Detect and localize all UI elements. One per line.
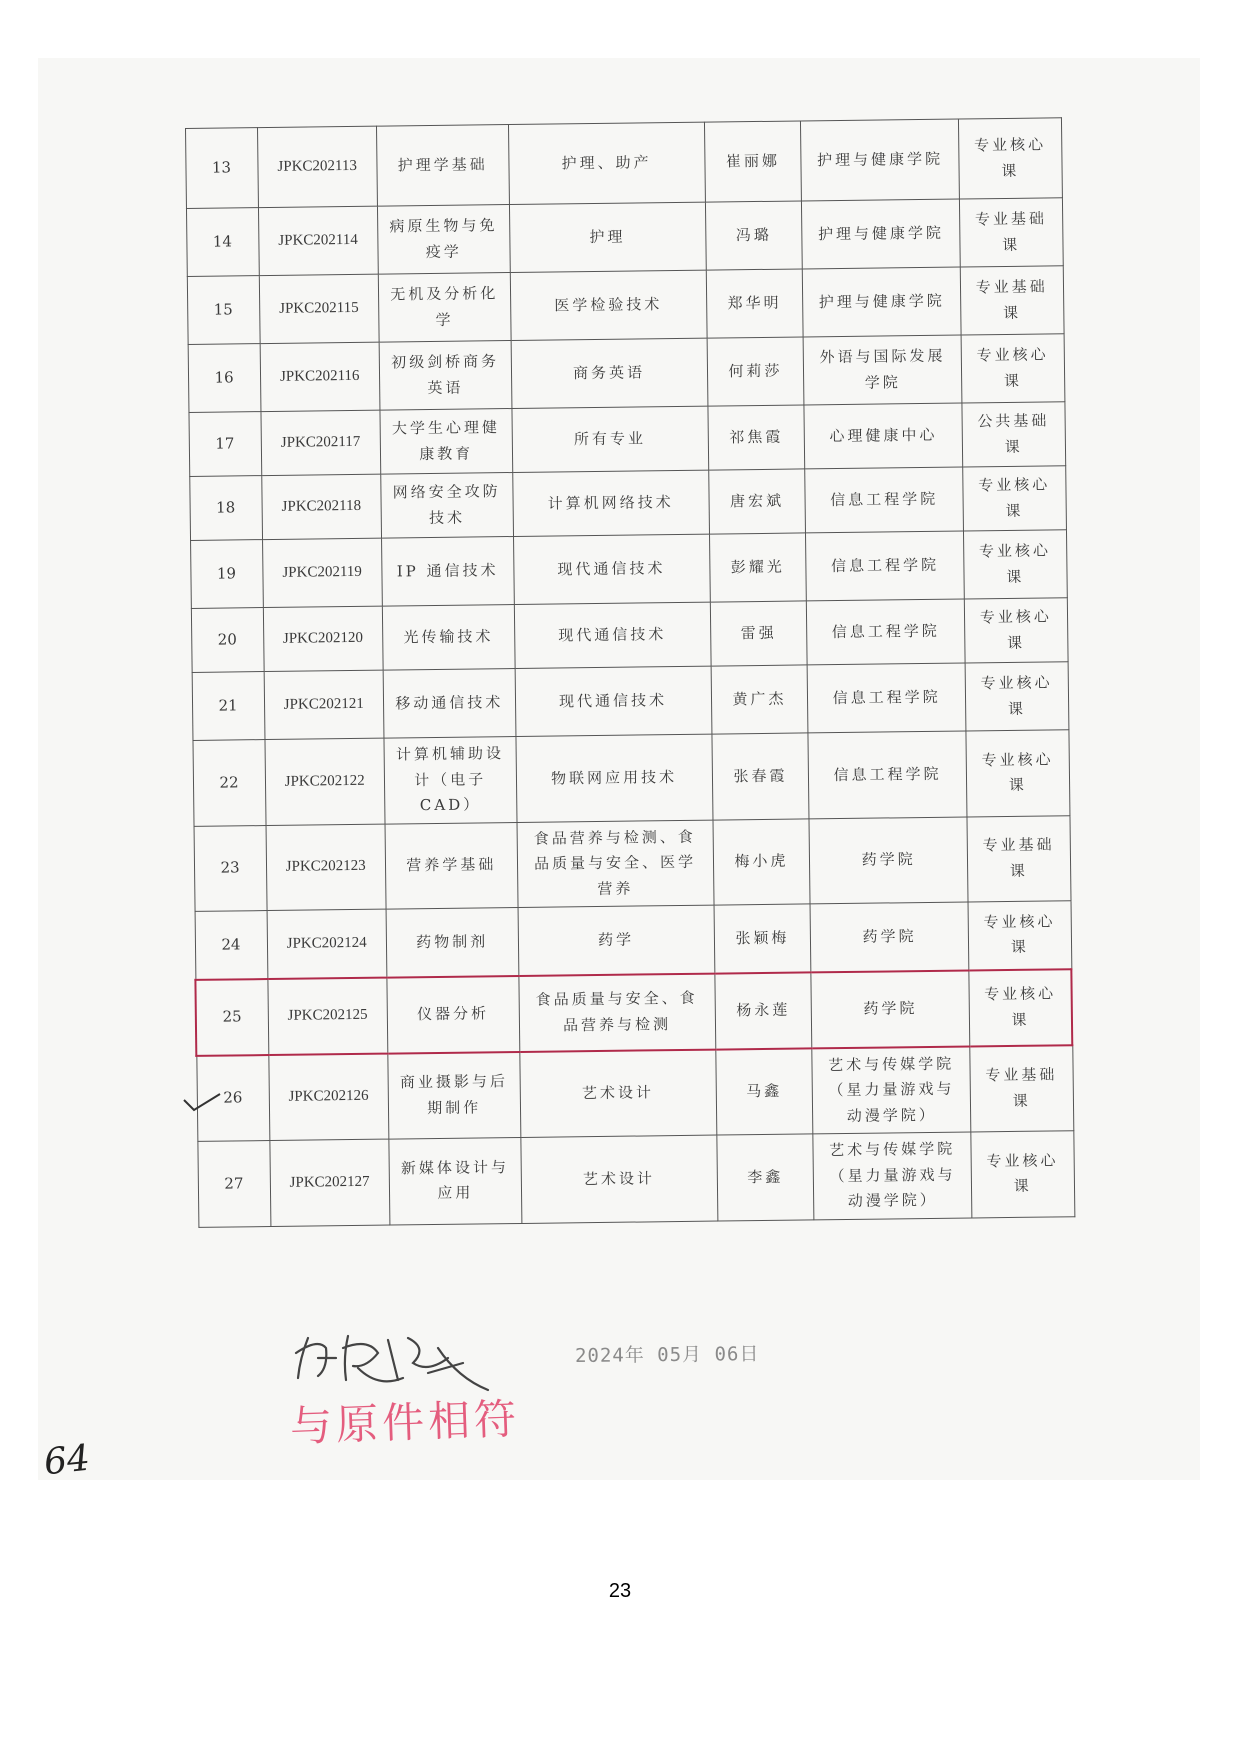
cell-college: 艺术与传媒学院（星力量游戏与动漫学院） [812,1046,971,1134]
cell-category: 专业核心课 [971,1131,1075,1218]
cell-no: 24 [195,911,268,980]
cell-category: 专业核心课 [958,118,1061,199]
cell-code: JPKC202114 [258,206,378,275]
cell-major: 食品营养与检测、食品质量与安全、医学营养 [517,820,714,908]
cell-major: 艺术设计 [519,1049,716,1137]
cell-code: JPKC202126 [268,1053,388,1140]
cell-category: 专业核心课 [961,334,1064,403]
cell-category: 专业核心课 [963,530,1066,599]
cell-course: 移动通信技术 [383,668,516,738]
cell-major: 药学 [518,905,715,975]
cell-category: 专业基础课 [970,1045,1074,1132]
table-row [188,402,1065,477]
cell-category: 公共基础课 [962,402,1065,467]
cell-category: 专业基础课 [959,198,1062,267]
cell-category: 专业核心课 [966,730,1070,817]
cell-no: 26 [196,1055,269,1142]
cell-teacher: 祁焦霞 [707,405,805,470]
cell-code: JPKC202119 [262,538,382,607]
cell-category: 专业核心课 [965,662,1068,731]
cell-major: 护理、助产 [508,122,705,204]
handwritten-signature [288,1318,518,1398]
cell-code: JPKC202113 [257,126,377,207]
cell-major: 医学检验技术 [510,270,707,340]
table-row [192,662,1069,741]
cell-major: 物联网应用技术 [516,734,713,822]
cell-college: 护理与健康学院 [802,199,960,269]
cell-no: 20 [191,608,264,673]
cell-no: 16 [188,344,261,413]
table-row [185,118,1062,209]
cell-course: 光传输技术 [382,605,515,671]
cell-no: 22 [192,740,265,826]
cell-course: 网络安全攻防技术 [381,473,514,539]
cell-course: 初级剑桥商务英语 [379,341,512,411]
cell-major: 艺术设计 [520,1135,717,1223]
cell-no: 13 [185,128,258,209]
cell-college: 信息工程学院 [805,467,963,533]
cell-college: 信息工程学院 [808,731,967,818]
cell-no: 27 [197,1141,270,1227]
cell-course: 病原生物与免疫学 [377,205,510,275]
cell-course: 新媒体设计与应用 [389,1137,522,1224]
cell-major: 商务英语 [511,338,708,408]
cell-course: 大学生心理健康教育 [380,409,513,475]
cell-teacher: 郑华明 [706,269,804,338]
cell-course: 护理学基础 [376,125,509,207]
cell-college: 护理与健康学院 [801,119,960,201]
table-row [195,969,1072,1056]
cell-no: 15 [187,276,260,345]
cell-code: JPKC202123 [266,824,386,911]
cell-no: 19 [190,540,263,609]
cell-college: 药学院 [809,816,968,903]
cell-code: JPKC202117 [261,410,381,475]
cell-teacher: 马鑫 [715,1048,813,1135]
cell-college: 外语与国际发展学院 [803,335,961,405]
cell-course: 商业摄影与后期制作 [388,1051,521,1139]
table-row [186,198,1063,277]
handwritten-number: 64 [41,1437,92,1484]
cell-code: JPKC202127 [269,1139,389,1226]
cell-code: JPKC202122 [265,738,385,825]
cell-teacher: 雷强 [710,601,808,666]
table-row [189,466,1066,541]
cell-teacher: 冯璐 [705,201,803,270]
cell-major: 现代通信技术 [514,602,711,668]
table-row [192,730,1069,826]
table-row [190,530,1067,609]
cell-college: 艺术与传媒学院（星力量游戏与动漫学院） [813,1132,972,1219]
cell-teacher: 张颖梅 [714,904,812,973]
cell-college: 信息工程学院 [806,531,964,601]
table-row [188,334,1065,413]
cell-category: 专业核心课 [963,466,1066,531]
cell-major: 现代通信技术 [513,534,710,604]
cell-major: 护理 [509,202,706,272]
cell-category: 专业基础课 [960,266,1063,335]
cell-category: 专业核心课 [969,969,1072,1046]
page-number: 23 [608,1580,632,1602]
sign-date: 2024年 05月 06日 [574,1343,760,1367]
cell-code: JPKC202118 [261,474,381,539]
checkmark-icon [182,1092,222,1116]
cell-college: 药学院 [810,902,968,972]
cell-category: 专业基础课 [967,815,1071,902]
cell-college: 信息工程学院 [807,599,965,665]
cell-teacher: 何莉莎 [707,337,805,406]
course-table [184,117,1075,1227]
cell-course: IP 通信技术 [381,537,514,607]
table-row [187,266,1064,345]
cell-teacher: 彭耀光 [709,533,807,602]
cell-teacher: 梅小虎 [713,818,811,905]
cell-college: 护理与健康学院 [803,267,961,337]
cell-course: 仪器分析 [387,975,520,1053]
cell-no: 23 [194,825,267,911]
cell-course: 无机及分析化学 [378,273,511,343]
cell-code: JPKC202120 [263,606,383,671]
cell-teacher: 李鑫 [716,1134,814,1221]
cell-no: 17 [188,412,261,477]
cell-no: 14 [186,208,259,277]
cell-code: JPKC202116 [260,342,380,411]
cell-teacher: 崔丽娜 [704,121,802,202]
cell-teacher: 唐宏斌 [708,469,806,534]
table-row [197,1131,1074,1227]
table-row [196,1045,1073,1142]
cell-code: JPKC202115 [259,274,379,343]
cell-major: 食品质量与安全、食品营养与检测 [519,973,716,1051]
cell-course: 药物制剂 [386,907,519,977]
cell-college: 信息工程学院 [807,663,965,733]
cell-no: 25 [195,979,268,1056]
cell-teacher: 张春霞 [711,733,809,820]
cell-major: 所有专业 [512,406,709,472]
cell-code: JPKC202121 [264,670,384,739]
cell-no: 18 [189,476,262,541]
cell-college: 心理健康中心 [804,403,962,469]
cell-course: 营养学基础 [385,822,518,909]
table-row [191,598,1068,673]
cell-major: 计算机网络技术 [512,470,709,536]
cell-course: 计算机辅助设计（电子CAD） [384,736,517,823]
cell-code: JPKC202124 [267,909,387,978]
cell-no: 21 [192,672,265,741]
table-row [194,815,1071,911]
certified-copy-stamp: 与原件相符 [289,1393,521,1451]
table-row [195,901,1072,980]
cell-teacher: 黄广杰 [711,665,809,734]
cell-code: JPKC202125 [267,977,387,1054]
cell-major: 现代通信技术 [515,666,712,736]
cell-category: 专业核心课 [968,901,1071,970]
cell-college: 药学院 [811,970,970,1048]
cell-category: 专业核心课 [964,598,1067,663]
cell-teacher: 杨永莲 [714,972,812,1049]
